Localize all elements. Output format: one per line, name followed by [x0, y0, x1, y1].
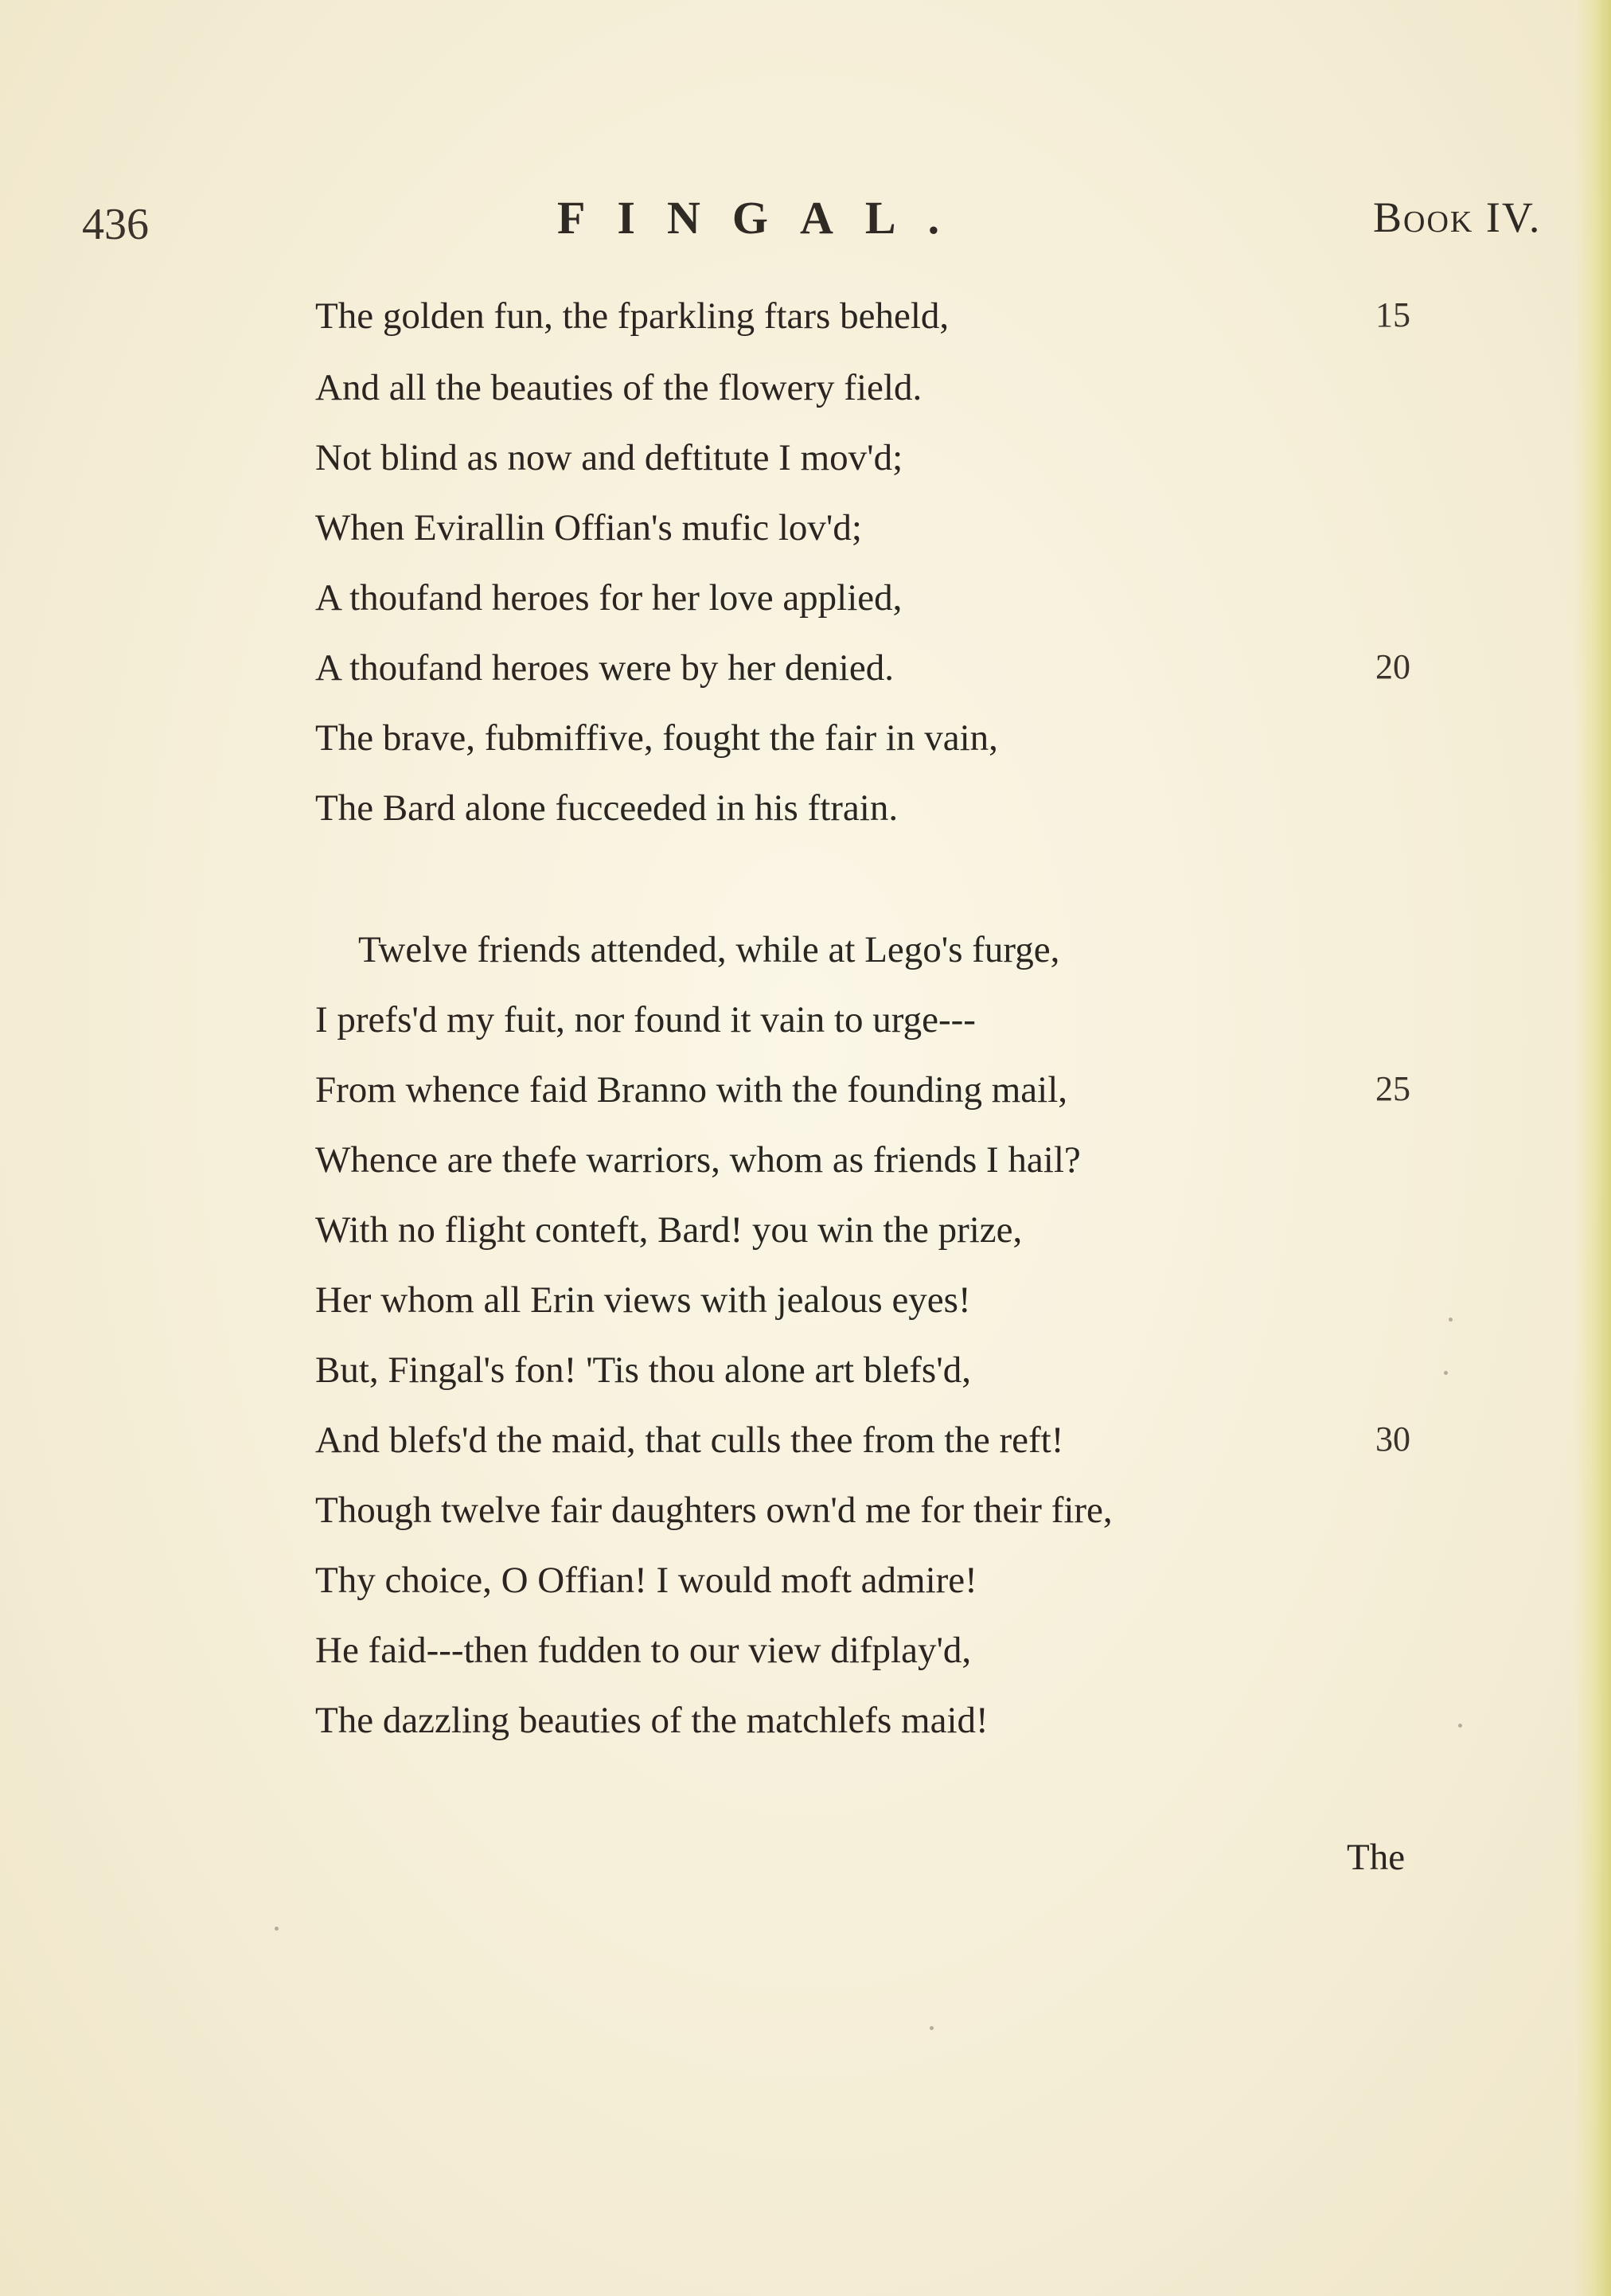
verse-line-text: I prefs'd my fuit, nor found it vain to urge--- — [315, 999, 976, 1041]
paper-speck — [1449, 1318, 1453, 1322]
verse-line — [0, 577, 1611, 627]
verse-line-text: The brave, fubmiffive, fought the fair in vain, — [315, 717, 998, 759]
verse-line-text: And blefs'd the maid, that culls thee from the reft! — [315, 1419, 1064, 1461]
verse-line-text: Not blind as now and deftitute I mov'd; — [315, 437, 903, 478]
paper-speck — [1458, 1724, 1462, 1728]
verse-line — [0, 787, 1611, 838]
line-number: 30 — [1375, 1419, 1410, 1458]
verse-line-text: Whence are thefe warriors, whom as friends I hail? — [315, 1139, 1081, 1181]
verse-line — [0, 1492, 1611, 1540]
verse-line-text: From whence faid Branno with the founding mail, — [315, 1069, 1068, 1111]
verse-line-text: The dazzling beauties of the matchlefs maid! — [315, 1700, 989, 1741]
verse-line — [0, 1419, 1611, 1470]
verse-line-text: Her whom all Erin views with jealous eyes! — [315, 1279, 971, 1321]
verse-line — [0, 295, 1611, 346]
verse-line — [0, 507, 1611, 557]
verse-line — [0, 439, 1611, 487]
verse-line-text: Thy choice, O Offian! I would moft admire! — [315, 1560, 977, 1601]
verse-line — [0, 999, 1611, 1049]
verse-line — [0, 1349, 1611, 1400]
verse-line-text: A thoufand heroes were by her denied. — [315, 647, 894, 689]
book-label — [1373, 193, 1541, 242]
page-header — [0, 191, 1611, 255]
verse-line — [0, 1702, 1611, 1750]
verse-line-text: When Evirallin Offian's mufic lov'd; — [315, 507, 862, 549]
verse-line — [0, 717, 1611, 767]
verse-line-text: The Bard alone fucceeded in his ftrain. — [315, 787, 899, 829]
paper-speck — [930, 2026, 934, 2030]
verse-line-text: A thoufand heroes for her love applied, — [315, 577, 903, 619]
running-title: FINGAL. — [557, 192, 972, 244]
verse-line — [0, 369, 1611, 417]
verse-line — [0, 1209, 1611, 1259]
paper-speck — [275, 1927, 279, 1931]
verse-line — [0, 931, 1611, 979]
verse-line-text: Though twelve fair daughters own'd me for their fire, — [315, 1490, 1113, 1531]
verse-line — [0, 1279, 1611, 1330]
verse-line-text: Twelve friends attended, while at Lego's furge, — [358, 929, 1060, 970]
page-number: 436 — [82, 200, 149, 249]
verse-line — [0, 1139, 1611, 1189]
line-number: 25 — [1375, 1069, 1410, 1108]
book-label-text: Book IV. — [1373, 193, 1542, 241]
verse-line-text: He faid---then fudden to our view difplay'd, — [315, 1630, 972, 1671]
verse-line-text: But, Fingal's fon! 'Tis thou alone art blefs'd, — [315, 1349, 971, 1391]
verse-line — [0, 1069, 1611, 1119]
line-number: 20 — [1375, 647, 1410, 686]
verse-line-text: The golden fun, the fparkling ftars beheld, — [315, 295, 950, 337]
line-number: 15 — [1375, 295, 1410, 334]
verse-line — [0, 1632, 1611, 1680]
paper-speck — [1444, 1371, 1448, 1375]
verse-line — [0, 647, 1611, 697]
verse-line-text: And all the beauties of the flowery field. — [315, 367, 923, 408]
verse-line — [0, 1562, 1611, 1610]
verse-line-text: With no flight conteft, Bard! you win the prize, — [315, 1209, 1023, 1251]
catchword: The — [1347, 1837, 1406, 1878]
